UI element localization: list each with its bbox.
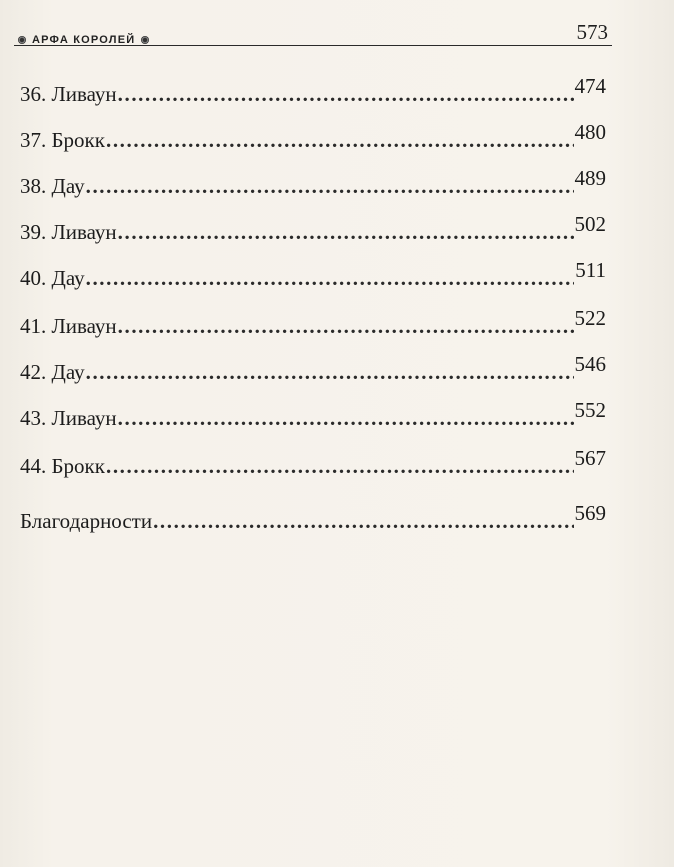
toc-entry-page: 502	[574, 212, 606, 236]
page-number: 573	[576, 20, 608, 44]
toc-leader-dots	[118, 312, 574, 340]
toc-entry	[20, 306, 606, 340]
toc-entry-page: 546	[574, 352, 606, 376]
toc-entry	[20, 398, 606, 432]
toc-entry-title: 43. Ливаун	[20, 406, 117, 430]
toc-leader-dots	[118, 404, 574, 432]
toc-entry-title: 36. Ливаун	[20, 82, 117, 106]
toc-entry	[20, 166, 606, 200]
toc-entry-page: 567	[574, 446, 606, 470]
toc-leader-dots	[118, 80, 574, 108]
toc-entry-page: 489	[574, 166, 606, 190]
toc-entry-page: 569	[574, 501, 606, 525]
toc-leader-dots	[106, 126, 574, 154]
toc-entry-title: 44. Брокк	[20, 454, 105, 478]
ornament-icon	[18, 36, 26, 44]
ornament-icon	[141, 36, 149, 44]
toc-entry-title: 38. Дау	[20, 174, 85, 198]
toc-entry	[20, 120, 606, 154]
toc-leader-dots	[153, 507, 573, 535]
toc-entry-title: Благодарности	[20, 509, 153, 533]
toc-entry	[20, 352, 606, 386]
toc-entry-title: 37. Брокк	[20, 128, 105, 152]
running-head-title: АРФА КОРОЛЕЙ	[32, 34, 136, 46]
toc-entry-page: 480	[574, 120, 606, 144]
toc-entry-title: 42. Дау	[20, 360, 85, 384]
toc-entry	[20, 501, 606, 535]
page-header	[14, 20, 612, 46]
toc-entry	[20, 446, 606, 480]
toc-entry	[20, 212, 606, 246]
toc-leader-dots	[118, 218, 574, 246]
toc-entry	[20, 258, 606, 292]
toc-leader-dots	[86, 172, 574, 200]
toc-entry-title: 40. Дау	[20, 266, 85, 290]
header-rule	[14, 45, 612, 46]
toc-entry-title: 39. Ливаун	[20, 220, 117, 244]
toc-leader-dots	[106, 452, 574, 480]
toc-entry-page: 552	[574, 398, 606, 422]
toc-entry	[20, 74, 606, 108]
toc-leader-dots	[86, 264, 575, 292]
toc-entry-page: 522	[574, 306, 606, 330]
bleed-through-text	[60, 533, 65, 556]
toc-entry-page: 474	[574, 74, 606, 98]
toc-entry-title: 41. Ливаун	[20, 314, 117, 338]
toc-leader-dots	[86, 358, 574, 386]
toc-entry-page: 511	[575, 258, 606, 282]
